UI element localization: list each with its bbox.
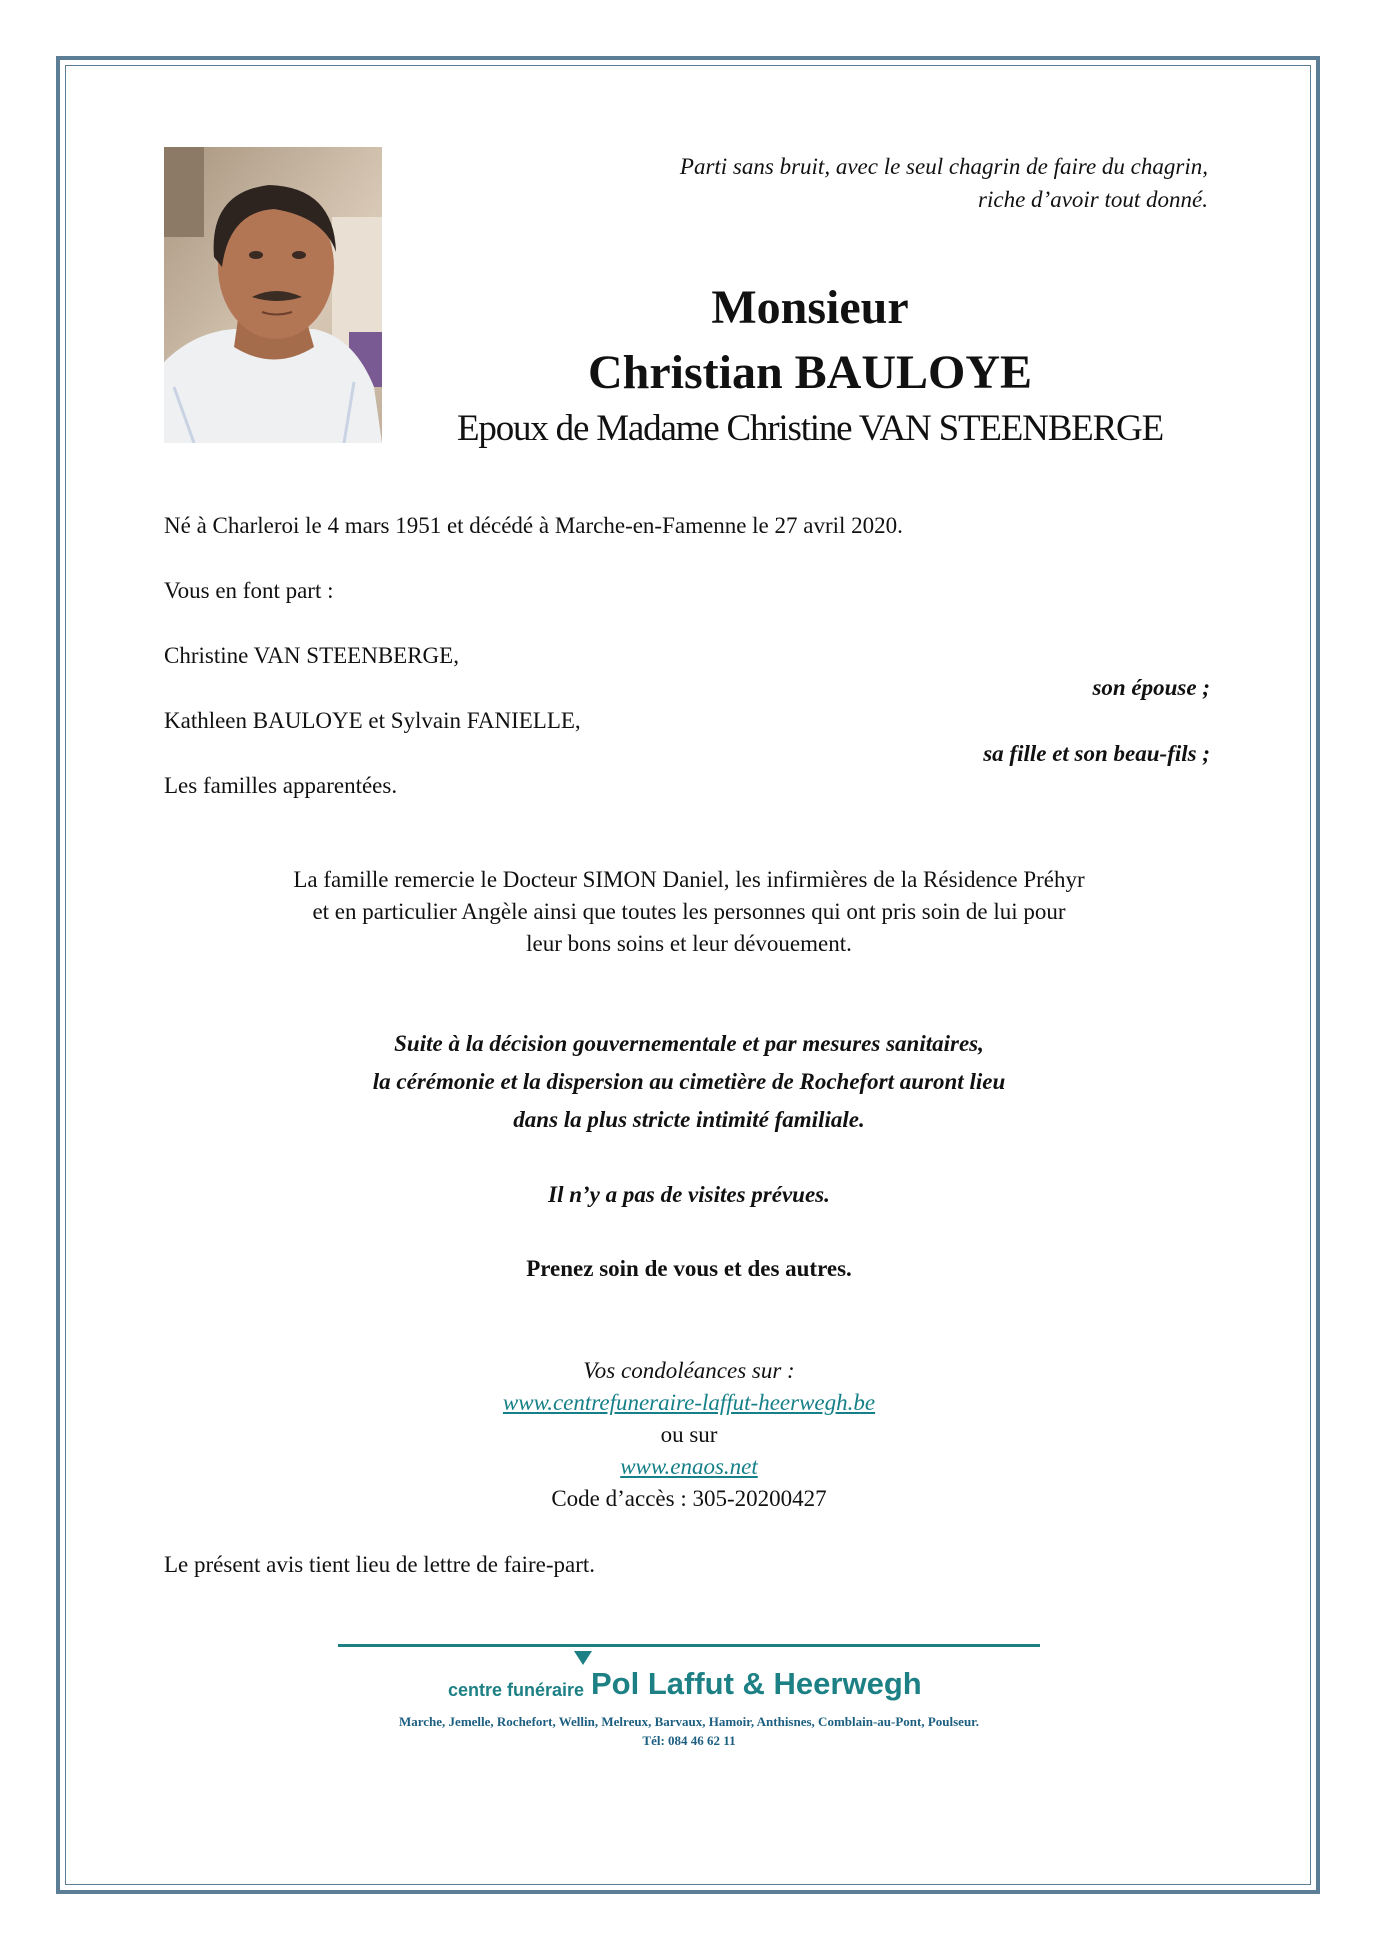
access-code: Code d’accès : 305-20200427 (551, 1486, 827, 1511)
take-care-line: Prenez soin de vous et des autres. (526, 1256, 852, 1281)
logo-triangle-icon (574, 1651, 592, 1665)
condolences-block (0, 1355, 1378, 1515)
condolences-intro: Vos condoléances sur : (583, 1358, 795, 1383)
logo-phone: Tél: 084 46 62 11 (642, 1733, 736, 1748)
epigraph (680, 150, 1208, 216)
enaos-link[interactable]: www.enaos.net (620, 1454, 758, 1479)
notice-line-3: dans la plus stricte intimité familiale. (513, 1107, 865, 1132)
family-member-1-name: Christine VAN STEENBERGE, (164, 643, 459, 668)
family-member-1-relation: son épouse ; (1092, 675, 1210, 700)
epigraph-line-1: Parti sans bruit, avec le seul chagrin de faire du chagrin, (679, 154, 1208, 179)
logo-towns: Marche, Jemelle, Rochefort, Wellin, Melreux, Barvaux, Hamoir, Anthisnes, Comblain-au-Pont, Poulseur. (398, 1714, 980, 1729)
condolences-or: ou sur (660, 1422, 718, 1447)
sanitary-notice (0, 1025, 1378, 1139)
birth-death-line: Né à Charleroi le 4 mars 1951 et décédé à Marche-en-Famenne le 27 avril 2020. (164, 513, 903, 538)
logo-rule (338, 1644, 1040, 1647)
announce-line: Vous en font part : (164, 578, 334, 603)
logo-prefix: centre funéraire (448, 1680, 585, 1700)
spouse-line: Epoux de Madame Christine VAN STEENBERGE (457, 408, 1163, 449)
no-visits-line: Il n’y a pas de visites prévues. (548, 1182, 830, 1207)
thanks-line-2: et en particulier Angèle ainsi que toutes les personnes qui ont pris soin de lui pour (312, 899, 1066, 924)
relatives-line: Les familles apparentées. (164, 773, 398, 798)
family-member-2-relation: sa fille et son beau-fils ; (983, 741, 1210, 766)
deceased-name: Christian BAULOYE (587, 346, 1033, 399)
thanks-line-1: La famille remercie le Docteur SIMON Daniel, les infirmières de la Résidence Préhyr (293, 867, 1085, 892)
honorific: Monsieur (711, 281, 909, 334)
epigraph-line-2: riche d’avoir tout donné. (978, 187, 1208, 212)
funeral-center-link[interactable]: www.centrefuneraire-laffut-heerwegh.be (502, 1390, 876, 1415)
notice-line-1: Suite à la décision gouvernementale et par mesures sanitaires, (394, 1031, 984, 1056)
closing-line: Le présent avis tient lieu de lettre de faire-part. (164, 1552, 596, 1577)
thanks-line-3: leur bons soins et leur dévouement. (526, 931, 852, 956)
thanks-paragraph (0, 864, 1378, 960)
notice-line-2: la cérémonie et la dispersion au cimetière de Rochefort auront lieu (372, 1069, 1006, 1094)
logo-name: Pol Laffut & Heerwegh (591, 1666, 922, 1701)
family-member-2-name: Kathleen BAULOYE et Sylvain FANIELLE, (164, 708, 581, 733)
